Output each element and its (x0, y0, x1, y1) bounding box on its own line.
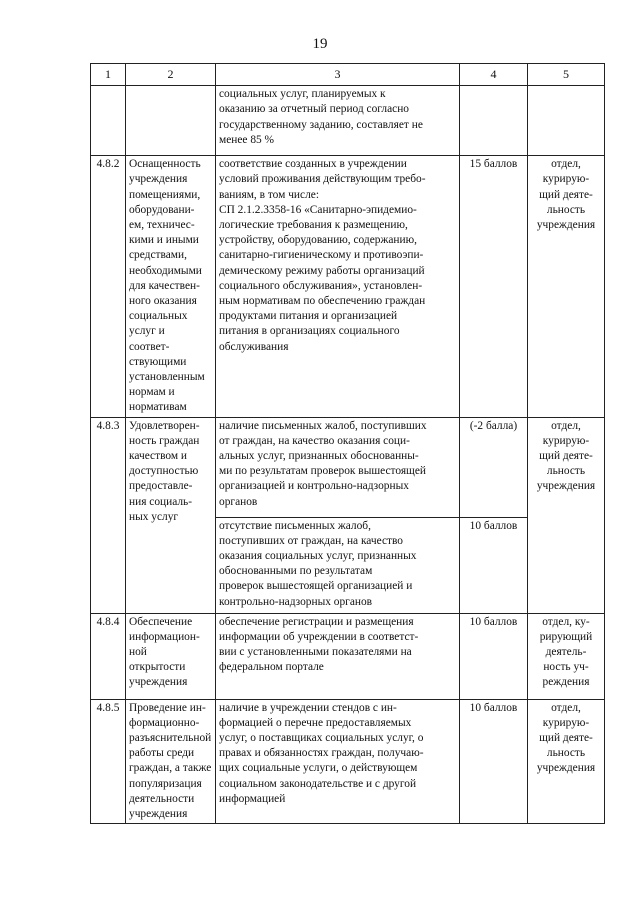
indicator-cell: отсутствие письменных жалоб, поступивших от граждан, на качество оказания социальных услуг, признанных обоснованными по результатам проверок вышестоящей организацией и контрольно-надзорных органов (216, 517, 460, 613)
score-cell: (-2 балла) (460, 417, 528, 517)
responsible-cell: отдел, ку- рирующий деятель- ность уч- реждения (528, 613, 605, 699)
responsible-cell: отдел, курирую- щий деяте- льность учреждения (528, 156, 605, 417)
score-cell: 15 баллов (460, 156, 528, 417)
criteria-table (90, 63, 605, 824)
criterion-cell: Обеспечение информацион- ной открытости учреждения (126, 613, 216, 699)
table-row (91, 417, 605, 517)
header-col-5: 5 (528, 64, 605, 86)
criterion-cell: Оснащенность учреждения помещениями, оборудовани- ем, техничес- кими и иными средствами, необходимыми для качествен- ного оказания социальных услуг и соответ- ствующими установленным нормам и нормативам (126, 156, 216, 417)
empty-cell (528, 86, 605, 156)
header-col-4: 4 (460, 64, 528, 86)
indicator-cell: обеспечение регистрации и размещения информации об учреждении в соответст- вии с установленными показателями на федеральном портале (216, 613, 460, 699)
table-row (91, 699, 605, 824)
table-row (91, 156, 605, 417)
score-cell: 10 баллов (460, 699, 528, 824)
criterion-cell: Проведение ин- формационно- разъяснительной работы среди граждан, а также популяризация деятельности учреждения (126, 699, 216, 824)
row-number: 4.8.3 (91, 417, 126, 613)
responsible-cell: отдел, курирую- щий деяте- льность учреждения (528, 417, 605, 613)
table-row (91, 613, 605, 699)
indicator-cell: соответствие созданных в учреждении условий проживания действующим требо- ваниям, в том числе: СП 2.1.2.3358-16 «Санитарно-эпидемио- логические требования к размещению, устройству, оборудованию, содержанию, санитарно-гигиеническому и противоэпи- демическому режиму работы организаций социального обслуживания», установлен- ным нормативам по обеспечению граждан продуктами питания и организацией питания в организациях социального обслуживания (216, 156, 460, 417)
criterion-cell: Удовлетворен- ность граждан качеством и доступностью предоставле- ния социаль- ных услуг (126, 417, 216, 613)
header-col-1: 1 (91, 64, 126, 86)
responsible-cell: отдел, курирую- щий деяте- льность учреждения (528, 699, 605, 824)
empty-cell (126, 86, 216, 156)
empty-cell (460, 86, 528, 156)
score-cell: 10 баллов (460, 613, 528, 699)
indicator-cell: социальных услуг, планируемых к оказанию за отчетный период согласно государственному заданию, составляет не менее 85 % (216, 86, 460, 156)
empty-cell (91, 86, 126, 156)
row-number: 4.8.5 (91, 699, 126, 824)
indicator-cell: наличие письменных жалоб, поступивших от граждан, на качество оказания соци- альных услуг, признанных обоснованны- ми по результатам проверок вышестоящей организацией и контрольно-надзорных органов (216, 417, 460, 517)
continuation-row (91, 86, 605, 156)
page-number: 19 (312, 36, 328, 52)
header-row (91, 64, 605, 86)
indicator-cell: наличие в учреждении стендов с ин- формацией о перечне предоставляемых услуг, о поставщиках социальных услуг, о правах и обязанностях граждан, получаю- щих социальные услуги, о действующем социальном законодательстве и с другой информацией (216, 699, 460, 824)
row-number: 4.8.2 (91, 156, 126, 417)
score-cell: 10 баллов (460, 517, 528, 613)
header-col-3: 3 (216, 64, 460, 86)
header-col-2: 2 (126, 64, 216, 86)
row-number: 4.8.4 (91, 613, 126, 699)
